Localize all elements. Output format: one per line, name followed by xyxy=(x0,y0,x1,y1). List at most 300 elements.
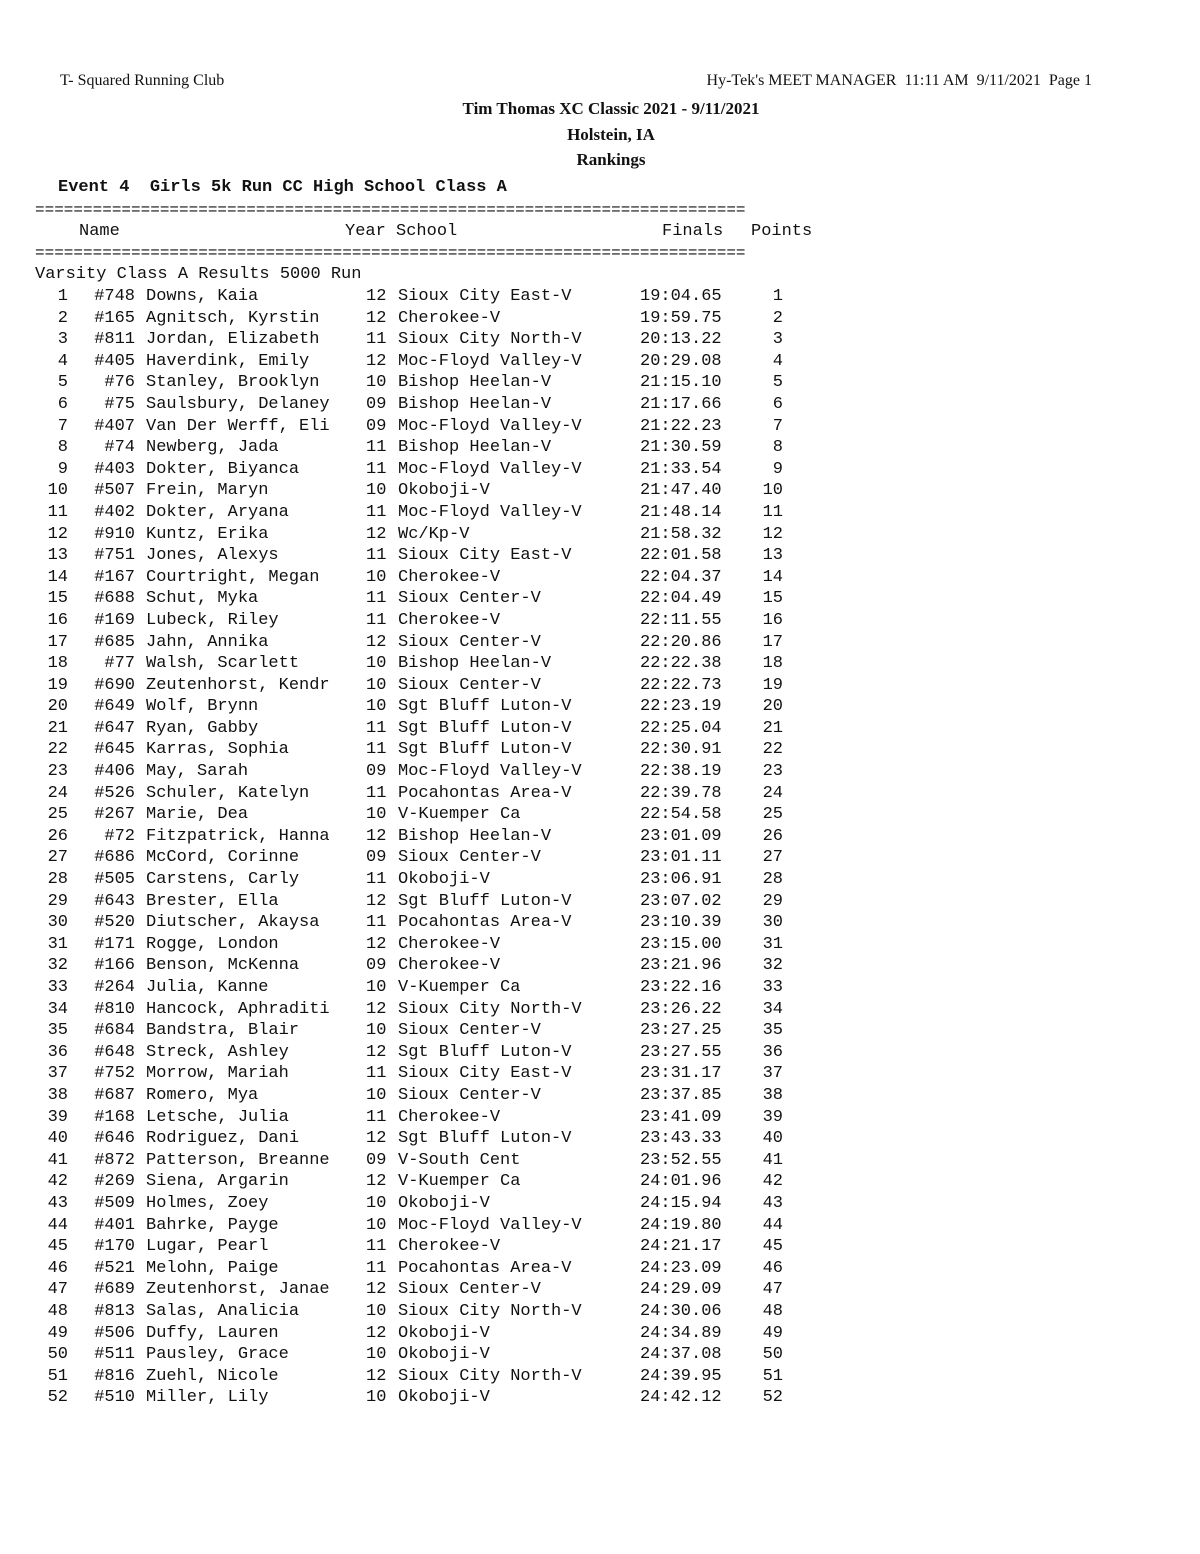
result-place: 2 xyxy=(57,308,68,328)
result-time: 24:29.09 xyxy=(640,1280,722,1300)
result-place: 7 xyxy=(57,416,68,436)
table-row xyxy=(0,891,1200,913)
result-points: 37 xyxy=(762,1064,783,1084)
result-year: 12 xyxy=(366,632,387,652)
result-school: Cherokee-V xyxy=(398,567,501,587)
result-points: 47 xyxy=(762,1280,783,1300)
result-school: Sioux City North-V xyxy=(398,1366,582,1386)
result-time: 23:37.85 xyxy=(640,1085,722,1105)
result-year: 10 xyxy=(366,1388,387,1408)
result-time: 24:34.89 xyxy=(640,1323,722,1343)
table-row xyxy=(0,545,1200,567)
result-bib: #402 xyxy=(94,502,135,522)
table-row xyxy=(0,1085,1200,1107)
result-name: Haverdink, Emily xyxy=(146,351,310,371)
result-school: Bishop Heelan-V xyxy=(398,654,552,674)
result-bib: #521 xyxy=(94,1258,135,1278)
result-year: 11 xyxy=(366,913,387,933)
result-name: Morrow, Mariah xyxy=(146,1064,289,1084)
result-time: 22:04.49 xyxy=(640,589,722,609)
result-place: 38 xyxy=(47,1085,68,1105)
result-points: 28 xyxy=(762,870,783,890)
col-finals-header: Finals xyxy=(662,222,724,241)
result-points: 17 xyxy=(762,632,783,652)
table-row xyxy=(0,567,1200,589)
table-row xyxy=(0,783,1200,805)
result-place: 50 xyxy=(47,1345,68,1365)
result-school: Sioux City North-V xyxy=(398,999,582,1019)
result-time: 24:30.06 xyxy=(640,1301,722,1321)
result-time: 23:27.25 xyxy=(640,1021,722,1041)
result-bib: #72 xyxy=(104,826,135,846)
result-place: 8 xyxy=(57,438,68,458)
result-school: Sioux City East-V xyxy=(398,546,572,566)
result-place: 11 xyxy=(47,502,68,522)
result-place: 22 xyxy=(47,740,68,760)
result-name: Brester, Ella xyxy=(146,891,279,911)
result-name: May, Sarah xyxy=(146,762,249,782)
result-bib: #267 xyxy=(94,805,135,825)
result-school: Moc-Floyd Valley-V xyxy=(398,762,582,782)
result-school: Cherokee-V xyxy=(398,1107,501,1127)
result-name: Rodriguez, Dani xyxy=(146,1129,300,1149)
result-place: 25 xyxy=(47,805,68,825)
result-place: 20 xyxy=(47,697,68,717)
result-name: Jahn, Annika xyxy=(146,632,269,652)
result-points: 48 xyxy=(762,1301,783,1321)
table-row xyxy=(0,437,1200,459)
result-time: 22:04.37 xyxy=(640,567,722,587)
result-bib: #405 xyxy=(94,351,135,371)
result-place: 40 xyxy=(47,1129,68,1149)
result-school: Sioux Center-V xyxy=(398,1021,541,1041)
result-points: 29 xyxy=(762,891,783,911)
result-name: Walsh, Scarlett xyxy=(146,654,300,674)
result-bib: #166 xyxy=(94,956,135,976)
result-bib: #506 xyxy=(94,1323,135,1343)
result-bib: #816 xyxy=(94,1366,135,1386)
result-time: 20:29.08 xyxy=(640,351,722,371)
table-row xyxy=(0,675,1200,697)
table-row xyxy=(0,351,1200,373)
result-name: Siena, Argarin xyxy=(146,1172,289,1192)
table-row xyxy=(0,1258,1200,1280)
result-name: Zeutenhorst, Janae xyxy=(146,1280,330,1300)
result-place: 19 xyxy=(47,675,68,695)
result-school: V-South Cent xyxy=(398,1150,521,1170)
result-year: 11 xyxy=(366,718,387,738)
result-place: 42 xyxy=(47,1172,68,1192)
result-time: 23:43.33 xyxy=(640,1129,722,1149)
table-row xyxy=(0,718,1200,740)
result-year: 11 xyxy=(366,502,387,522)
result-name: Duffy, Lauren xyxy=(146,1323,279,1343)
table-row xyxy=(0,1107,1200,1129)
col-points-header: Points xyxy=(751,222,813,241)
result-school: Okoboji-V xyxy=(398,1193,490,1213)
club-name: T- Squared Running Club xyxy=(60,72,225,89)
result-bib: #509 xyxy=(94,1193,135,1213)
table-row xyxy=(0,588,1200,610)
result-year: 12 xyxy=(366,1280,387,1300)
report-type: Rankings xyxy=(576,150,646,169)
result-school: Pocahontas Area-V xyxy=(398,1258,572,1278)
result-school: Sgt Bluff Luton-V xyxy=(398,1129,572,1149)
result-name: Salas, Analicia xyxy=(146,1301,300,1321)
result-name: Schut, Myka xyxy=(146,589,259,609)
result-place: 5 xyxy=(57,373,68,393)
result-year: 09 xyxy=(366,416,387,436)
result-year: 12 xyxy=(366,1042,387,1062)
result-bib: #401 xyxy=(94,1215,135,1235)
result-year: 11 xyxy=(366,1064,387,1084)
result-year: 12 xyxy=(366,1129,387,1149)
meet-title: Tim Thomas XC Classic 2021 - 9/11/2021 xyxy=(462,99,760,118)
result-time: 21:22.23 xyxy=(640,416,722,436)
result-school: Sioux City North-V xyxy=(398,330,582,350)
result-place: 4 xyxy=(57,351,68,371)
result-bib: #751 xyxy=(94,546,135,566)
result-bib: #645 xyxy=(94,740,135,760)
result-place: 30 xyxy=(47,913,68,933)
result-points: 45 xyxy=(762,1237,783,1257)
result-time: 24:01.96 xyxy=(640,1172,722,1192)
result-place: 21 xyxy=(47,718,68,738)
result-name: Zuehl, Nicole xyxy=(146,1366,279,1386)
result-time: 23:52.55 xyxy=(640,1150,722,1170)
table-row xyxy=(0,696,1200,718)
result-name: Agnitsch, Kyrstin xyxy=(146,308,320,328)
result-points: 12 xyxy=(762,524,783,544)
result-school: Okoboji-V xyxy=(398,1323,490,1343)
result-time: 24:21.17 xyxy=(640,1237,722,1257)
result-year: 09 xyxy=(366,394,387,414)
result-time: 23:07.02 xyxy=(640,891,722,911)
result-school: Okoboji-V xyxy=(398,870,490,890)
result-year: 10 xyxy=(366,1021,387,1041)
result-points: 15 xyxy=(762,589,783,609)
result-bib: #526 xyxy=(94,783,135,803)
result-name: Stanley, Brooklyn xyxy=(146,373,320,393)
table-row xyxy=(0,524,1200,546)
result-bib: #646 xyxy=(94,1129,135,1149)
result-time: 23:10.39 xyxy=(640,913,722,933)
table-row xyxy=(0,934,1200,956)
result-bib: #872 xyxy=(94,1150,135,1170)
result-school: Moc-Floyd Valley-V xyxy=(398,459,582,479)
table-row xyxy=(0,1323,1200,1345)
result-name: Miller, Lily xyxy=(146,1388,269,1408)
result-time: 23:21.96 xyxy=(640,956,722,976)
result-points: 14 xyxy=(762,567,783,587)
result-time: 24:19.80 xyxy=(640,1215,722,1235)
table-row xyxy=(0,480,1200,502)
result-time: 22:22.38 xyxy=(640,654,722,674)
result-school: Sioux Center-V xyxy=(398,589,541,609)
table-row xyxy=(0,502,1200,524)
result-bib: #520 xyxy=(94,913,135,933)
result-time: 19:59.75 xyxy=(640,308,722,328)
result-points: 2 xyxy=(772,308,783,328)
result-school: Bishop Heelan-V xyxy=(398,394,552,414)
result-points: 36 xyxy=(762,1042,783,1062)
result-place: 45 xyxy=(47,1237,68,1257)
result-year: 11 xyxy=(366,740,387,760)
top-divider: ========================================================================== xyxy=(35,201,746,219)
result-points: 52 xyxy=(762,1388,783,1408)
result-time: 21:30.59 xyxy=(640,438,722,458)
result-school: Sioux Center-V xyxy=(398,1085,541,1105)
result-time: 22:20.86 xyxy=(640,632,722,652)
result-time: 23:01.11 xyxy=(640,848,722,868)
result-place: 49 xyxy=(47,1323,68,1343)
result-points: 9 xyxy=(772,459,783,479)
result-name: Frein, Maryn xyxy=(146,481,269,501)
result-year: 10 xyxy=(366,654,387,674)
result-name: Bandstra, Blair xyxy=(146,1021,300,1041)
result-school: V-Kuemper Ca xyxy=(398,1172,521,1192)
result-time: 21:17.66 xyxy=(640,394,722,414)
result-points: 24 xyxy=(762,783,783,803)
result-name: Zeutenhorst, Kendr xyxy=(146,675,330,695)
result-time: 22:22.73 xyxy=(640,675,722,695)
result-place: 1 xyxy=(57,287,68,306)
result-year: 09 xyxy=(366,956,387,976)
result-points: 42 xyxy=(762,1172,783,1192)
result-year: 11 xyxy=(366,589,387,609)
result-name: Dokter, Aryana xyxy=(146,502,289,522)
result-place: 46 xyxy=(47,1258,68,1278)
result-time: 22:54.58 xyxy=(640,805,722,825)
result-place: 52 xyxy=(47,1388,68,1408)
result-name: Van Der Werff, Eli xyxy=(146,416,330,436)
result-place: 16 xyxy=(47,610,68,630)
col-year-school-header: Year School xyxy=(345,222,458,241)
result-year: 10 xyxy=(366,1085,387,1105)
result-points: 44 xyxy=(762,1215,783,1235)
result-year: 10 xyxy=(366,481,387,501)
result-year: 10 xyxy=(366,567,387,587)
result-name: Downs, Kaia xyxy=(146,287,259,306)
result-year: 11 xyxy=(366,1237,387,1257)
result-name: Hancock, Aphraditi xyxy=(146,999,330,1019)
result-name: Rogge, London xyxy=(146,934,279,954)
result-time: 21:58.32 xyxy=(640,524,722,544)
result-points: 49 xyxy=(762,1323,783,1343)
result-points: 21 xyxy=(762,718,783,738)
result-name: Marie, Dea xyxy=(146,805,249,825)
table-row xyxy=(0,739,1200,761)
result-name: Melohn, Paige xyxy=(146,1258,279,1278)
result-school: Cherokee-V xyxy=(398,1237,501,1257)
result-points: 27 xyxy=(762,848,783,868)
result-points: 46 xyxy=(762,1258,783,1278)
table-row xyxy=(0,761,1200,783)
result-year: 12 xyxy=(366,934,387,954)
result-time: 22:11.55 xyxy=(640,610,722,630)
report-titles xyxy=(0,96,1200,173)
table-row xyxy=(0,1193,1200,1215)
result-time: 24:37.08 xyxy=(640,1345,722,1365)
result-time: 24:23.09 xyxy=(640,1258,722,1278)
result-points: 20 xyxy=(762,697,783,717)
result-time: 21:47.40 xyxy=(640,481,722,501)
result-name: Courtright, Megan xyxy=(146,567,320,587)
result-place: 44 xyxy=(47,1215,68,1235)
result-school: Bishop Heelan-V xyxy=(398,373,552,393)
result-place: 27 xyxy=(47,848,68,868)
result-school: Okoboji-V xyxy=(398,1345,490,1365)
software-stamp: Hy-Tek's MEET MANAGER 11:11 AM 9/11/2021 Page 1 xyxy=(706,72,1092,89)
result-points: 31 xyxy=(762,934,783,954)
result-bib: #686 xyxy=(94,848,135,868)
result-bib: #269 xyxy=(94,1172,135,1192)
result-year: 10 xyxy=(366,1215,387,1235)
result-school: Cherokee-V xyxy=(398,610,501,630)
result-place: 36 xyxy=(47,1042,68,1062)
result-time: 22:01.58 xyxy=(640,546,722,566)
result-school: Sioux City East-V xyxy=(398,1064,572,1084)
result-bib: #648 xyxy=(94,1042,135,1062)
result-bib: #811 xyxy=(94,330,135,350)
result-time: 22:30.91 xyxy=(640,740,722,760)
result-bib: #406 xyxy=(94,762,135,782)
result-year: 11 xyxy=(366,783,387,803)
result-place: 3 xyxy=(57,330,68,350)
result-year: 12 xyxy=(366,524,387,544)
result-points: 3 xyxy=(772,330,783,350)
result-name: Schuler, Katelyn xyxy=(146,783,310,803)
result-time: 23:41.09 xyxy=(640,1107,722,1127)
result-place: 12 xyxy=(47,524,68,544)
result-name: Julia, Kanne xyxy=(146,978,269,997)
result-points: 19 xyxy=(762,675,783,695)
result-bib: #505 xyxy=(94,870,135,890)
result-bib: #910 xyxy=(94,524,135,544)
table-row xyxy=(0,912,1200,934)
result-name: Wolf, Brynn xyxy=(146,697,259,717)
result-points: 33 xyxy=(762,978,783,997)
result-year: 12 xyxy=(366,351,387,371)
result-time: 24:15.94 xyxy=(640,1193,722,1213)
result-year: 09 xyxy=(366,1150,387,1170)
table-row xyxy=(0,977,1200,999)
result-points: 26 xyxy=(762,826,783,846)
result-school: Wc/Kp-V xyxy=(398,524,470,544)
result-school: Sioux Center-V xyxy=(398,1280,541,1300)
result-school: Sgt Bluff Luton-V xyxy=(398,891,572,911)
result-points: 39 xyxy=(762,1107,783,1127)
result-school: Cherokee-V xyxy=(398,956,501,976)
result-year: 10 xyxy=(366,697,387,717)
result-year: 12 xyxy=(366,308,387,328)
result-bib: #169 xyxy=(94,610,135,630)
result-school: Moc-Floyd Valley-V xyxy=(398,502,582,522)
result-place: 32 xyxy=(47,956,68,976)
result-place: 29 xyxy=(47,891,68,911)
result-school: Sgt Bluff Luton-V xyxy=(398,740,572,760)
table-row xyxy=(0,372,1200,394)
result-bib: #647 xyxy=(94,718,135,738)
result-year: 11 xyxy=(366,438,387,458)
result-year: 12 xyxy=(366,287,387,306)
result-time: 21:48.14 xyxy=(640,502,722,522)
result-year: 11 xyxy=(366,546,387,566)
result-points: 10 xyxy=(762,481,783,501)
result-place: 39 xyxy=(47,1107,68,1127)
result-school: Bishop Heelan-V xyxy=(398,826,552,846)
result-name: Romero, Mya xyxy=(146,1085,259,1105)
result-time: 22:23.19 xyxy=(640,697,722,717)
result-school: Sioux Center-V xyxy=(398,848,541,868)
result-time: 21:33.54 xyxy=(640,459,722,479)
result-time: 23:26.22 xyxy=(640,999,722,1019)
result-bib: #689 xyxy=(94,1280,135,1300)
result-year: 10 xyxy=(366,1193,387,1213)
result-time: 23:06.91 xyxy=(640,870,722,890)
result-place: 47 xyxy=(47,1280,68,1300)
result-year: 12 xyxy=(366,891,387,911)
result-year: 12 xyxy=(366,1366,387,1386)
table-row xyxy=(0,1215,1200,1237)
result-place: 41 xyxy=(47,1150,68,1170)
result-year: 11 xyxy=(366,1107,387,1127)
col-name-header: Name xyxy=(79,222,120,241)
result-place: 31 xyxy=(47,934,68,954)
result-bib: #649 xyxy=(94,697,135,717)
result-name: Karras, Sophia xyxy=(146,740,289,760)
result-points: 50 xyxy=(762,1345,783,1365)
table-row xyxy=(0,847,1200,869)
result-school: Sgt Bluff Luton-V xyxy=(398,1042,572,1062)
result-points: 41 xyxy=(762,1150,783,1170)
result-place: 43 xyxy=(47,1193,68,1213)
result-time: 22:39.78 xyxy=(640,783,722,803)
result-name: Dokter, Biyanca xyxy=(146,459,300,479)
result-points: 32 xyxy=(762,956,783,976)
result-bib: #165 xyxy=(94,308,135,328)
results-table xyxy=(0,286,1200,1409)
result-place: 17 xyxy=(47,632,68,652)
result-school: Pocahontas Area-V xyxy=(398,913,572,933)
result-school: Sgt Bluff Luton-V xyxy=(398,718,572,738)
result-points: 5 xyxy=(772,373,783,393)
result-time: 23:15.00 xyxy=(640,934,722,954)
table-row xyxy=(0,1236,1200,1258)
result-school: Okoboji-V xyxy=(398,1388,490,1408)
result-year: 12 xyxy=(366,1172,387,1192)
result-points: 7 xyxy=(772,416,783,436)
table-row xyxy=(0,1279,1200,1301)
result-bib: #752 xyxy=(94,1064,135,1084)
result-points: 35 xyxy=(762,1021,783,1041)
result-place: 34 xyxy=(47,999,68,1019)
result-bib: #264 xyxy=(94,978,135,997)
table-row xyxy=(0,1344,1200,1366)
result-bib: #171 xyxy=(94,934,135,954)
header-divider: ========================================================================== xyxy=(35,244,746,262)
table-row xyxy=(0,632,1200,654)
result-place: 10 xyxy=(47,481,68,501)
result-points: 40 xyxy=(762,1129,783,1149)
result-time: 19:04.65 xyxy=(640,287,722,306)
table-row xyxy=(0,653,1200,675)
result-year: 09 xyxy=(366,848,387,868)
result-bib: #407 xyxy=(94,416,135,436)
result-points: 6 xyxy=(772,394,783,414)
result-place: 24 xyxy=(47,783,68,803)
table-row xyxy=(0,1366,1200,1388)
